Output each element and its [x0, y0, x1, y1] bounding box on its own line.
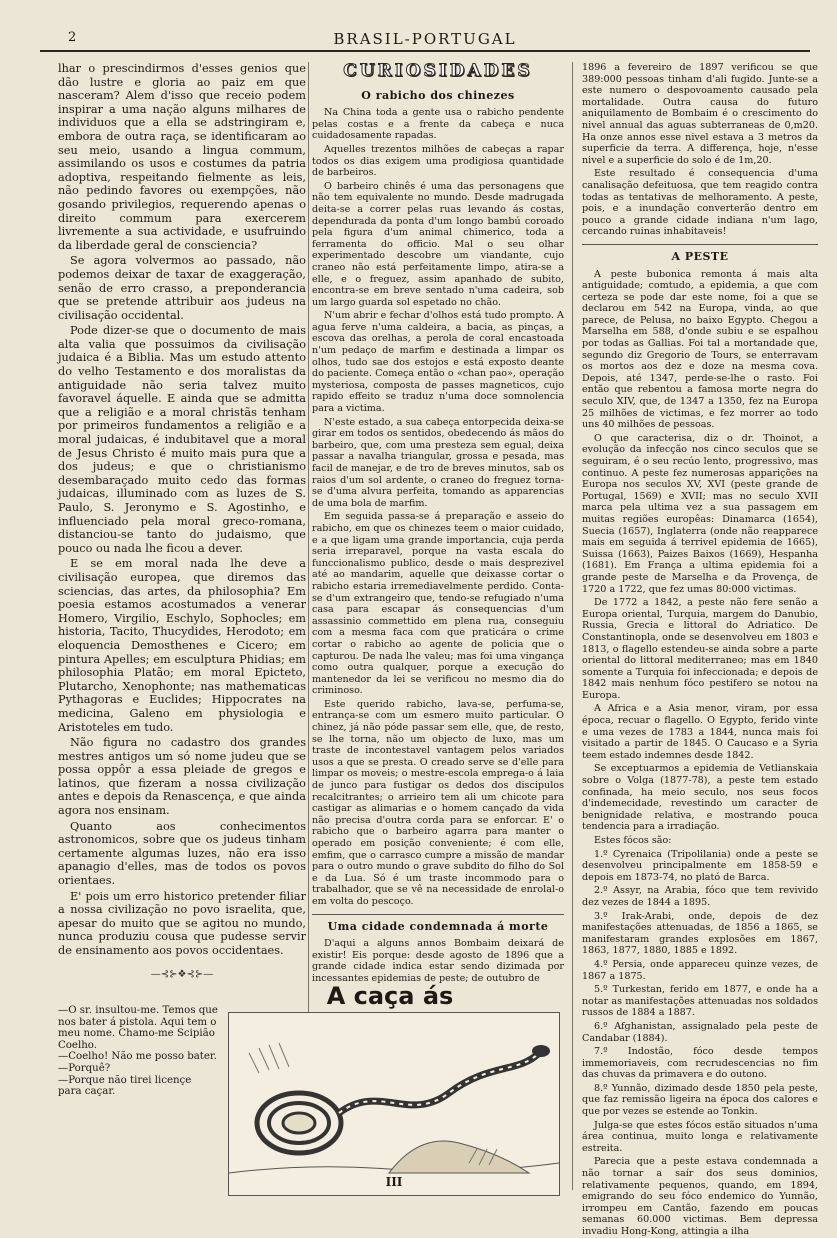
paragraph: 4.º Persia, onde appareceu quinze vezes, de 1867 a 1875. [582, 958, 818, 982]
paragraph: A peste bubonica remonta á mais alta antiguidade; comtudo, a epidemia, a que com certeza se pode dar este nome, foi a que se declarou em 542 na Europa, vinda, ao que parece, de Pelusa, no baixo Egypto. Chegou a Marselha em 588, d'onde subiu e se espalhou por todas as Gallias. Foi tal a mortandade que, segundo diz Gregorio de Tours, se enterravam os mortos aos dez e doze na mesma cova. Depois, até 1347, perde-se-lhe o rasto. Foi então que rebentou a famosa morte negra do seculo XIV, que, de 1347 a 1350, fez na Europa 25 milhões de victimas, e fez morrer ao todo uns 40 milhões de pessoas. [582, 268, 818, 431]
paragraph: A Africa e a Asia menor, viram, por essa época, recuar o flagello. O Egypto, ferido vinte e uma vezes de 1783 a 1844, nunca mais foi visitado a partir de 1845. O Caucaso e a Syria teem estado indemnes desde 1842. [582, 703, 818, 761]
section-title: CURIOSIDADES [343, 61, 533, 81]
paragraph: Parecia que a peste estava condemnada a não tornar a saír dos seus dominios, relativamente pequenos, quando, em 1894, emigrando do seu fóco endemico do Yunnão, irrompeu em Cantão, fazendo em poucas semanas 60.000 victimas. Bem depressa invadiu Hong-Kong, attingia a ilha [582, 1156, 818, 1237]
paragraph: 1896 a fevereiro de 1897 verificou se que 389:000 pessoas tinham d'ali fugido. Junte-se a este numero o despovoamento causado pela mortalidade. Outra causa do futuro aniquilamento de Bombaim é o crescimento do nivel annual das aguas subterraneas de 0,m20. Ha onze annos esse nivel estava a 3 metros da superficie da terra. A differença, hoje, n'esse nivel e a superficie do solo é de 1m,20. [582, 62, 818, 166]
paragraph: Julga-se que estes fócos estão situados n'uma área continua, muito longa e relativamente estreita. [582, 1119, 818, 1154]
dialogue-line: —Coelho! Não me posso bater. [58, 1051, 217, 1063]
paragraph: 5.º Turkestan, ferido em 1877, e onde ha a notar as manifestações attenuadas nos soldados russos de 1884 a 1887. [582, 984, 818, 1019]
paragraph: E se em moral nada lhe deve a civilisação europea, que diremos das sciencias, das artes, da philosophia? Em poesia estamos acostumados a venerar Homero, Virgilio, Eschylo, Sophocles; em historia, Tacito, Thucydides, Herodoto; em eloquencia Demosthenes e Cicero; em pintura Apelles; em esculptura Phidias; em philosophia Platão; em moral Epicteto, Plutarcho, Xenophonte; nas mathematicas Pythagoras e Euclides; Hippocrates na medicina, Galeno em physiologia e Aristoteles em tudo. [58, 557, 306, 734]
snake-hunt-illustration [229, 1013, 559, 1195]
paragraph: Quanto aos conhecimentos astronomicos, sobre que os judeus tinham certamente algumas luzes, não era isso apanagio d'elles, mas de todos os povos orientaes. [58, 819, 306, 888]
paragraph: Em seguida passa-se á preparação e asseio do rabicho, em que os chinezes teem o maior cuidado, e a que ligam uma grande importancia, cuja perda seria irreparavel, porque na vasta escala do funccionalismo publico, desde o mais desprezivel até ao mandarim, aquelle que deixasse cortar o rabicho estaria irremediavelmente perdido. Conta-se d'um extrangeiro que, tendo-se refugiado n'uma casa para escapar ás consequencias d'um assassinio commettido em plena rua, conseguiu com a mesma faca com que praticára o crime cortar o rabicho ao agente de policia que o capturou. De nada lhe valeu; mas foi uma vingança como outra qualquer, porque a execução do mantenedor da lei se verificou no mesmo dia do criminoso. [312, 511, 564, 697]
paragraph: Este querido rabicho, lava-se, perfuma-se, entrança-se com um esmero muito particular. O chinez, já não póde passar sem elle, que, de resto, se lhe torna, não um objecto de luxo, mas um traste de incontestavel vantagem pelos variados usos a que se presta. O creado serve se d'elle para limpar os moveis; o mestre-escola emprega-o á laia de junco para fustigar os dedos dos discipulos recalcitrantes; o arrieiro tem ali um chicote para castigar as alimarias e o homem cançado da vida não precisa d'outra corda para se enforcar. E' o rabicho que o barbeiro agarra para manter o operado em posição conveniente; é com elle, emfim, que o carrasco cumpre a missão de mandar para o outro mundo o grave subdito do filho do Sol e da Lua. Só é um traste incommodo para o trabalhador, que se vê na necessidade de enrolal-o em volta do pescoço. [312, 698, 564, 907]
paragraph: N'este estado, a sua cabeça entorpecida deixa-se girar em todos os sentidos, obedecendo ás mãos do barbeiro, que, com uma presteza sem egual, deixa passar a navalha triangular, grossa e pesada, mas facil de manejar, e de tro de breves minutos, sab os raios d'um sol ardente, o craneo do freguez torna-se d'uma alvura perfeita, tomando as apparencias de uma bola de marfim. [312, 416, 564, 509]
page-header [40, 24, 810, 52]
dialogue-line: —O sr. insultou-me. Temos que nos bater á pistola. Aqui tem o meu nome. Chamo-me Scipião Coelho. [58, 1005, 218, 1051]
article-title: Uma cidade condemnada á morte [312, 914, 564, 933]
paragraph: 2.º Assyr, na Arabia, fóco que tem revivido dez vezes de 1844 a 1895. [582, 885, 818, 908]
paragraph: Este resultado é consequencia d'uma canalisação defeituosa, que tem reagido contra todas as tentativas de melhoramento. A peste, pois, e a inundação converterão dentro em pouco a grande cidade indiana n'um lago, cercando ruinas inhabitaveis! [582, 168, 818, 238]
column-right [582, 62, 818, 1237]
cartoon-dialogue [58, 1005, 218, 1098]
paragraph: lhar o prescindirmos d'esses genios que dão lustre e gloria ao paiz em que nasceram? Alem d'isso que receio podem inspirar a uma nação alguns milhares de individuos que a ella se adstringiram e, embora de outra raça, se identificaram ao seu meio, usando a lingua commum, assimilando os usos e costumes da patria adoptiva, respeitando fielmente as leis, não pedindo favores ou exempções, não gosando privilegios, requerendo apenas o direito commum para exercerem livremente a sua actividade, e usufruindo da liberdade geral de consciencia? [58, 62, 306, 252]
paragraph: Pode dizer-se que o documento de mais alta valia que possuimos da civilisação judaica é a Biblia. Mas um estudo attento do velho Testamento e dos moralistas da antiguidade não seria talvez muito favoravel áquelle. E ainda que se admitta que a religião e a moral christãs tenham por primeiros fundamentos a religião e a moral judaicas, é indubitavel que a moral de Jesus Christo é muito mais pura que a dos judeus; e que o christianismo desembaraçado muito cedo das formas judaicas, illuminado com as luzes de S. Paulo, S. Jeronymo e S. Agostinho, e influenciado pela moral greco-romana, distanciou-se tanto do judaismo, que pouco ou nada lhe ficou a dever. [58, 324, 306, 555]
paragraph: 8.º Yunnão, dizimado desde 1850 pela peste, que faz remissão ligeira na época dos calores e que por vezes se estende ao Tonkin. [582, 1082, 818, 1118]
paragraph: 3.º Irak-Arabi, onde, depois de dez manifestações attenuadas, de 1856 a 1865, se manifestaram grandes explosões em 1867, 1863, 1877, 1880, 1885 e 1892. [582, 910, 818, 957]
paragraph: Aquelles trezentos milhões de cabeças a rapar todos os dias exigem uma prodigiosa quantidade de barbeiros. [312, 143, 564, 179]
paragraph: Se agora volvermos ao passado, não podemos deixar de taxar de exaggeração, senão de erro crasso, a preponderancia que se pretende attribuir aos judeus na civilisação occidental. [58, 254, 306, 322]
page-number: 2 [68, 30, 77, 45]
paragraph: Não figura no cadastro dos grandes mestres antigos um só nome judeu que se possa oppôr a essa pleiade de gregos e latinos, que fizeram a nossa civilização antes e depois da Renascença, e que ainda agora nos ensinam. [58, 736, 306, 818]
column-middle [312, 61, 564, 984]
paragraph: Na China toda a gente usa o rabicho pendente pelas costas e a frente da cabeça e nuca cuidadosamente rapadas. [312, 107, 564, 142]
paragraph: E' pois um erro historico pretender filiar a nossa civilização no povo israelita, que, apesar do muito que se agitou no mundo, nunca produziu cousa que pudesse servir de ensinamento aos povos occidentaes. [58, 889, 306, 957]
paragraph: 1.º Cyrenaica (Tripolilania) onde a peste se desenvolveu principalmente em 1858-59 e depois em 1873-74, no plató de Barca. [582, 848, 818, 883]
article-title: O rabicho dos chinezes [361, 88, 515, 102]
dialogue-line: —Porquê? [58, 1062, 111, 1074]
paragraph: N'um abrir e fechar d'olhos está tudo prompto. A agua ferve n'uma caldeira, a bacia, as pinças, a escova das orelhas, a perola de coral encastoada n'um pedaço de marfim e destinada a limpar os olhos, tudo sae dos estojos e está exposto deante do paciente. Começa então o «chan pao», operação mysteriosa, composta de passes magneticos, cujo rapido effeito se traduz n'uma doce somnolencia para a victima. [312, 310, 564, 415]
paragraph: O que caracterisa, diz o dr. Thoinot, a evolução da infecção nos cinco seculos que se seguiram, é o seu recúo lento, progressivo, mas continuo. A peste fez numerosas apparições na Europa nos seculos XV, XVI (peste grande de Portugal, 1569) e XVII; mas no seculo XVII marca pela ultima vez a sua passagem em muitas regiões europêas: Dinamarca (1654), Suecia (1657), Inglaterra (onde não reapparece mais em seguida á terrivel epidemia de 1665), Suissa (1663), Paizes Baixos (1669), Hespanha (1681). Em França a ultima epidemia foi a grande peste de Marselha e da Provença, de 1720 a 1722, que fez umas 80:000 victimas. [582, 432, 818, 595]
running-title: BRASIL-PORTUGAL [333, 30, 517, 48]
cartoon-title: A caça ás [326, 982, 454, 1010]
paragraph: 7.º Indostão, fóco desde tempos immemoriaveis, com recrudescencias no fim das chuvas da primavera e do outono. [582, 1046, 818, 1081]
paragraph: Estes fócos são: [594, 835, 672, 846]
ornament-divider: —⊰⊱❖⊰⊱— [150, 968, 214, 980]
paragraph: D'aqui a alguns annos Bombaim deixará de existir! Eis porque: desde agosto de 1896 que a grande cidade indica estar sendo dizimada por incessantes epidemias de peste; de outubro de [312, 938, 564, 984]
paragraph: De 1772 a 1842, a peste não fere senão a Europa oriental, Turquia, margem do Danubio, Russia, Grecia e littoral do Adriatico. De Constantinopla, onde se desenvolveu em 1803 e 1813, o flagello estendeu-se ainda sobre a parte oriental do littoral mediterraneo; mas em 1840 somente a Turquia foi infeccionada; e depois de 1842 mais nenhum fóco pestifero se notou na Europa. [582, 597, 818, 701]
cartoon-number: III [385, 1175, 403, 1189]
column-divider [572, 62, 573, 1190]
article-title: A PESTE [582, 244, 818, 263]
paragraph: O barbeiro chinês é uma das personagens que não tem equivalente no mundo. Desde madrugada deita-se a correr pelas ruas levando ás costas, dependurada da ponta d'um longo bambú coroado pela figura d'um animal chimerico, toda a ferramenta do officio. Mal o seu olhar experimentado descobre um viandante, cujo craneo não está perfeitamente limpo, atira-se a elle, e o freguez, assim apanhado de subito, encontra-se em breve sentado n'uma cadeira, sob um largo guarda sol espetado no chão. [312, 180, 564, 308]
paragraph: Se exceptuarmos a epidemia de Vetlianskaia sobre o Volga (1877-78), a peste tem estado confinada, ha meio seculo, nos seus focos d'indemecidade, revestindo um caracter de benignidade relativa, e mostrando pouca tendencia para a irradiação. [582, 763, 818, 833]
paragraph: 6.º Afghanistan, assignalado pela peste de Candabar (1884). [582, 1020, 818, 1044]
dialogue-line: —Porque não tirei licençe para caçar. [58, 1074, 192, 1098]
cartoon-illustration [228, 1012, 560, 1196]
